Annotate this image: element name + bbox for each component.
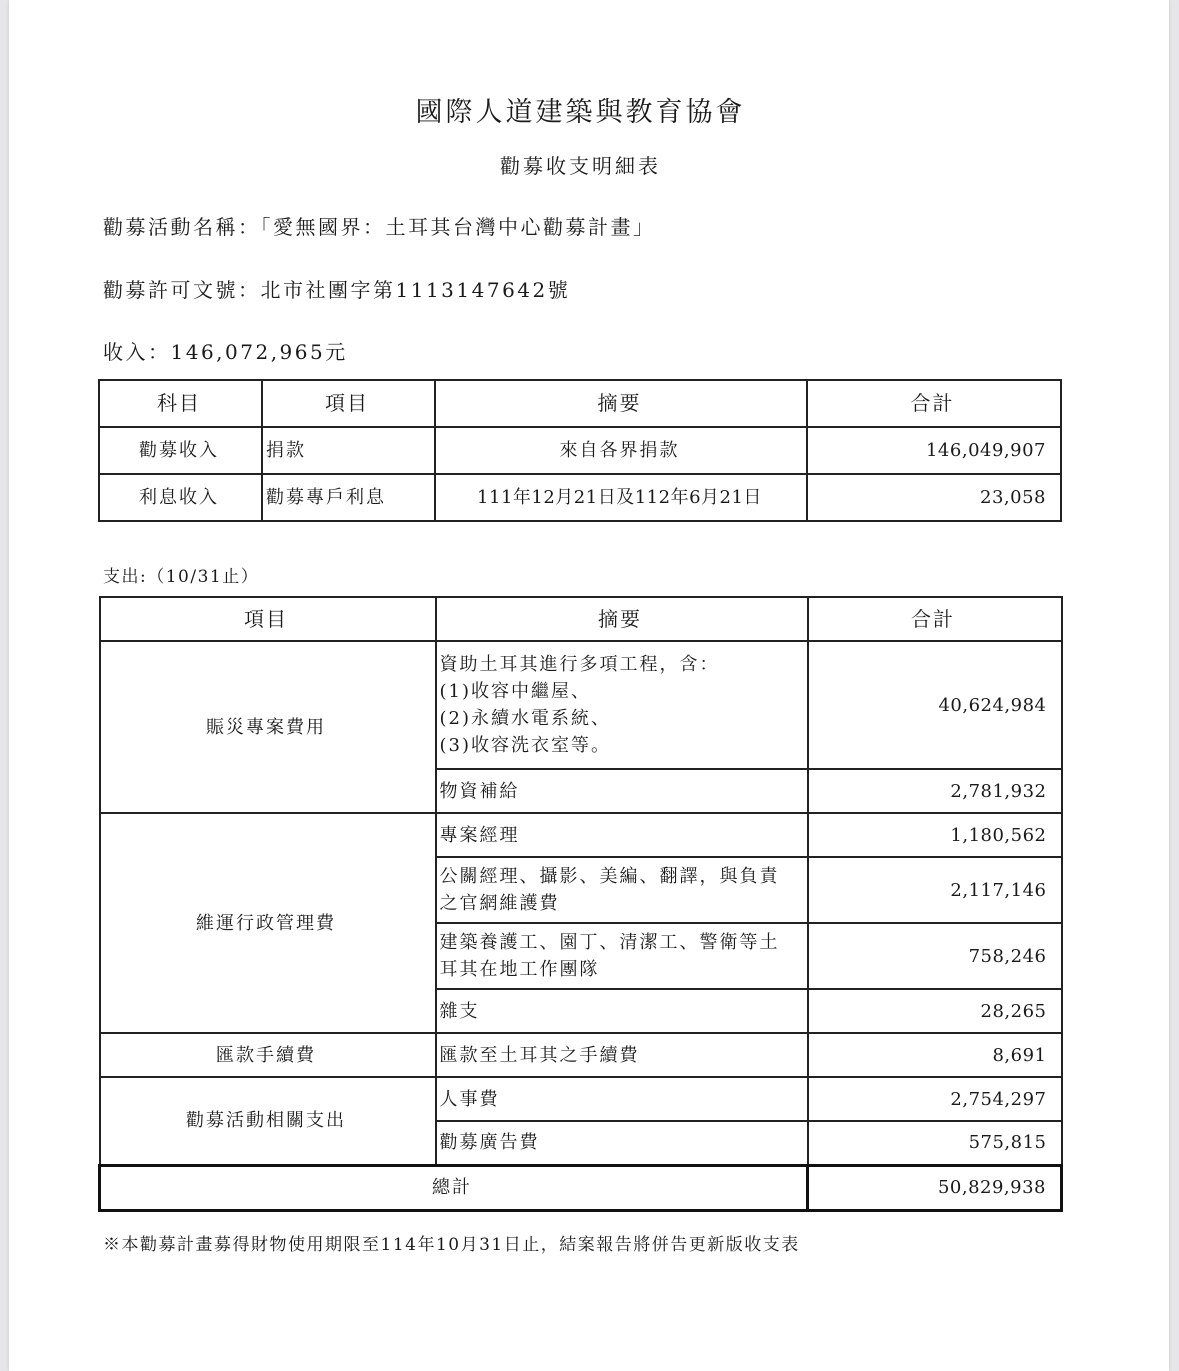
expense-row (100, 1033, 1062, 1077)
footnote: ※本勸募計畫募得財物使用期限至114年10月31日止，結案報告將併告更新版收支表 (103, 1235, 800, 1255)
expense-category: 維運行政管理費 (100, 813, 436, 1033)
organization-title: 國際人道建築與教育協會 (415, 97, 746, 128)
expense-summary (436, 989, 808, 1033)
grand-total-row (100, 1165, 1062, 1210)
expense-total: 2,754,297 (808, 1077, 1062, 1121)
expense-header-total: 合計 (808, 597, 1062, 641)
expense-table-header (100, 597, 1062, 641)
expense-table-body (100, 641, 1062, 1165)
expense-summary-line: (1)收容中繼屋、 (439, 681, 591, 702)
expense-total: 1,180,562 (808, 813, 1062, 857)
expense-total: 758,246 (808, 923, 1062, 989)
expense-category: 匯款手續費 (100, 1033, 436, 1077)
expense-total: 40,624,984 (808, 641, 1062, 769)
income-subject: 利息收入 (99, 474, 262, 521)
expense-total: 2,117,146 (808, 857, 1062, 923)
income-header-subject: 科目 (99, 380, 262, 427)
expense-summary (436, 769, 808, 813)
expense-summary-line: 匯款至土耳其之手續費 (439, 1044, 640, 1066)
expense-total: 28,265 (808, 989, 1062, 1033)
expense-total: 575,815 (808, 1121, 1062, 1165)
expense-summary (436, 923, 808, 989)
expense-summary-line: 資助土耳其進行多項工程，含： (439, 654, 720, 675)
income-table-header (99, 380, 1061, 427)
expense-summary-line: 之官網維護費 (439, 893, 560, 914)
expense-row (100, 1077, 1062, 1121)
expense-summary (436, 857, 808, 923)
expense-total: 8,691 (808, 1033, 1062, 1077)
income-total-line: 收入：146,072,965元 (103, 340, 348, 364)
income-total: 146,049,907 (807, 427, 1061, 474)
expense-header-summary: 摘要 (436, 597, 808, 641)
expense-summary (436, 813, 808, 857)
income-item: 捐款 (262, 427, 435, 474)
expense-header-item: 項目 (100, 597, 436, 641)
expense-summary-line: (3)收容洗衣室等。 (439, 735, 611, 756)
expense-summary-line: 雜支 (439, 1000, 480, 1022)
expense-summary-line: 勸募廣告費 (439, 1132, 540, 1154)
expense-summary-line: 人事費 (439, 1088, 500, 1110)
expense-row (100, 641, 1062, 769)
expense-summary-line: 專案經理 (439, 824, 520, 846)
income-summary: 來自各界捐款 (435, 427, 807, 474)
permit-number-line: 勸募許可文號：北市社團字第1113147642號 (103, 278, 571, 302)
expense-category: 勸募活動相關支出 (100, 1077, 436, 1165)
expense-section-label: 支出:（10/31止） (103, 567, 260, 587)
income-header-total: 合計 (807, 380, 1061, 427)
income-header-item: 項目 (262, 380, 435, 427)
income-row (99, 427, 1061, 474)
expense-summary-line: 物資補給 (439, 780, 520, 802)
expense-summary-line: 公關經理、攝影、美編、翻譯，與負責 (439, 866, 780, 887)
grand-total-value: 50,829,938 (808, 1165, 1062, 1210)
income-subject: 勸募收入 (99, 427, 262, 474)
expense-summary-line: 耳其在地工作團隊 (439, 959, 600, 980)
grand-total-label: 總計 (100, 1165, 808, 1210)
income-summary: 111年12月21日及112年6月21日 (435, 474, 807, 521)
expense-summary (436, 641, 808, 769)
expense-category: 賑災專案費用 (100, 641, 436, 813)
expense-summary (436, 1121, 808, 1165)
income-row (99, 474, 1061, 521)
income-item: 勸募專戶利息 (262, 474, 435, 521)
expense-summary (436, 1077, 808, 1121)
expense-summary-line: (2)永續水電系統、 (439, 708, 611, 729)
campaign-name-line: 勸募活動名稱：「愛無國界：土耳其台灣中心勸募計畫」 (103, 215, 656, 239)
statement-subtitle: 勸募收支明細表 (500, 154, 661, 178)
expense-summary-line: 建築養護工、園丁、清潔工、警衛等土 (439, 932, 780, 953)
expense-table (98, 596, 1063, 1212)
income-table (98, 379, 1062, 522)
income-header-summary: 摘要 (435, 380, 807, 427)
income-total: 23,058 (807, 474, 1061, 521)
expense-summary (436, 1033, 808, 1077)
expense-row (100, 813, 1062, 857)
expense-total: 2,781,932 (808, 769, 1062, 813)
